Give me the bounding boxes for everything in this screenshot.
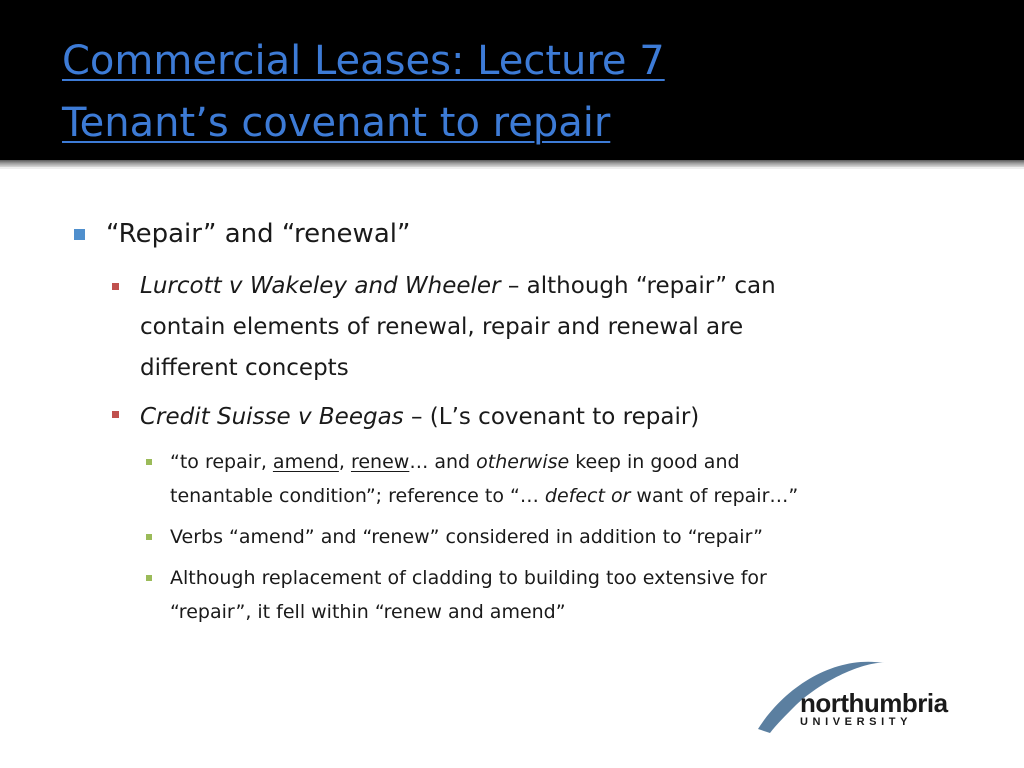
bullet-text: “to repair, xyxy=(170,451,273,473)
logo-wordmark: northumbria xyxy=(800,688,948,718)
level3-bullet-icon xyxy=(146,575,152,581)
level2-bullet-icon xyxy=(112,411,119,418)
bullet-text: – (L’s covenant to repair) xyxy=(403,404,700,430)
title-line-2[interactable]: Tenant’s covenant to repair xyxy=(62,100,611,146)
bullet-quote-covenant xyxy=(170,445,970,513)
bullet-credit-suisse xyxy=(140,397,960,438)
bullet-cladding xyxy=(170,561,970,629)
level2-bullet-icon xyxy=(112,283,119,290)
bullet-text: Verbs “amend” and “renew” considered in addition to “repair” xyxy=(170,526,764,548)
bullet-text: Although replacement of cladding to building too extensive for xyxy=(170,567,767,589)
bullet-text: keep in good and xyxy=(569,451,740,473)
bullet-text: want of repair…” xyxy=(630,485,799,507)
underlined-renew: renew xyxy=(350,451,410,473)
bullet-repair-and-renewal xyxy=(106,214,986,254)
level3-bullet-icon xyxy=(146,459,152,465)
bullet-text: contain elements of renewal, repair and renewal are xyxy=(140,314,744,340)
bullet-text: different concepts xyxy=(140,355,349,381)
bullet-text: , xyxy=(338,451,351,473)
underlined-amend: amend xyxy=(272,451,339,473)
italic-otherwise: otherwise xyxy=(476,451,570,473)
level3-bullet-icon xyxy=(146,534,152,540)
bullet-verbs xyxy=(170,520,970,554)
bullet-text: “Repair” and “renewal” xyxy=(106,219,411,249)
bullet-text: … and xyxy=(409,451,477,473)
bullet-text: “repair”, it fell within “renew and amend” xyxy=(170,601,566,623)
bullet-text: – although “repair” can xyxy=(500,273,776,299)
bullet-text: tenantable condition”; reference to “… xyxy=(170,485,545,507)
logo-subtitle: UNIVERSITY xyxy=(800,716,913,728)
bullet-lurcott xyxy=(140,266,960,389)
case-name: Lurcott v Wakeley and Wheeler xyxy=(140,273,501,299)
case-name: Credit Suisse v Beegas xyxy=(140,404,404,430)
title-line-1[interactable]: Commercial Leases: Lecture 7 xyxy=(62,38,665,84)
level1-bullet-icon xyxy=(74,229,85,240)
italic-defect: defect or xyxy=(544,485,631,507)
